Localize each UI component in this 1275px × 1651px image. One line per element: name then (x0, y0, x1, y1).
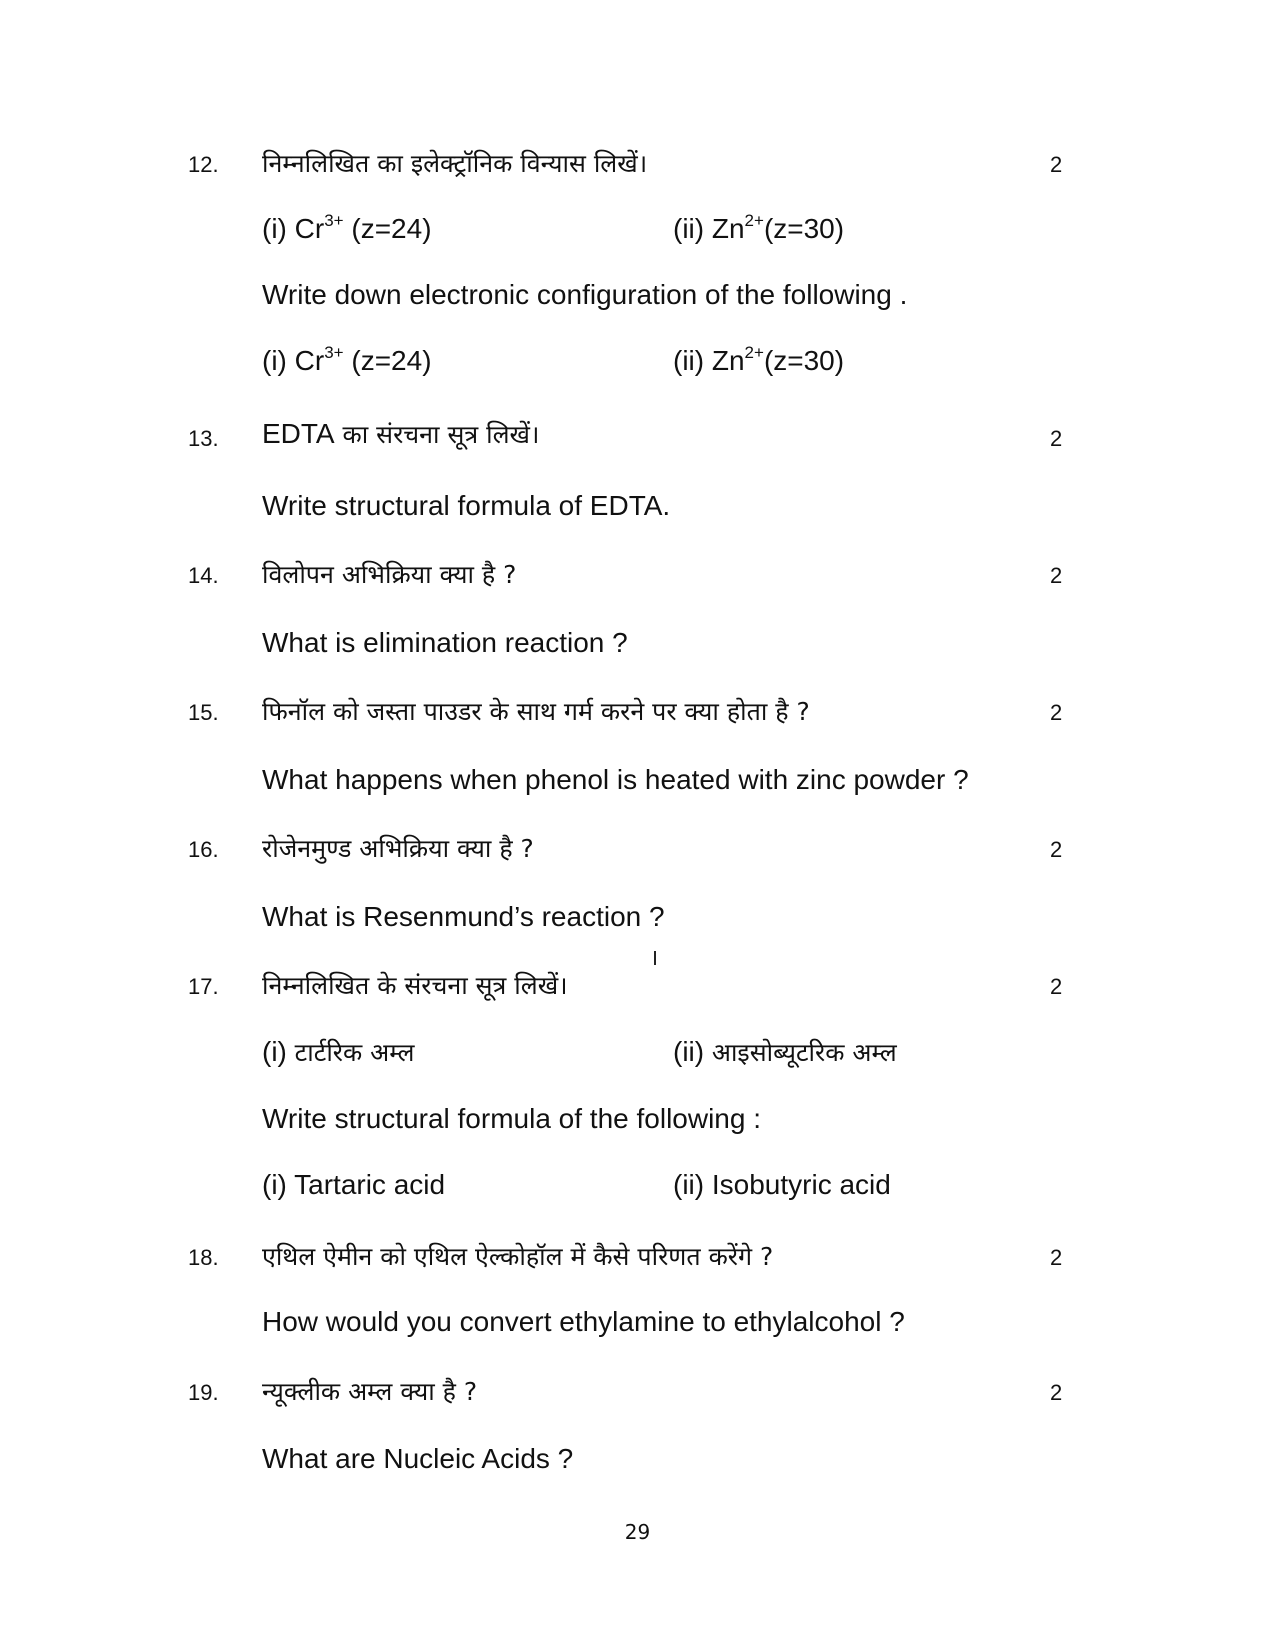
question-19-marks: 2 (1050, 1380, 1063, 1405)
question-number-13: 13. (188, 426, 219, 451)
question-13-english: Write structural formula of EDTA. (262, 490, 671, 521)
option-suffix: (z=30) (763, 213, 845, 244)
question-18-marks: 2 (1050, 1245, 1063, 1270)
question-16-marks: 2 (1050, 837, 1063, 862)
option-prefix: (i) Cr (262, 345, 325, 376)
question-17-option-ii-hi (673, 1035, 897, 1069)
question-14-hindi: विलोपन अभिक्रिया क्या है ? (262, 560, 517, 589)
stray-mark (654, 951, 656, 965)
question-14-english: What is elimination reaction ? (262, 627, 628, 658)
option-prefix: (ii) (673, 1036, 712, 1067)
option-suffix: (z=30) (763, 345, 845, 376)
option-text: आइसोब्यूटरिक अम्ल (711, 1038, 897, 1067)
question-17-option-i-en: (i) Tartaric acid (262, 1169, 446, 1200)
question-15-english: What happens when phenol is heated with zinc powder ? (262, 764, 969, 795)
question-15-marks: 2 (1050, 700, 1063, 725)
option-prefix: (ii) Zn (673, 345, 745, 376)
question-number-17: 17. (188, 974, 219, 999)
option-suffix: (z=24) (343, 345, 432, 376)
question-14-marks: 2 (1050, 563, 1063, 588)
page-number: 29 (624, 1520, 651, 1544)
question-12-option-i-en (262, 345, 432, 377)
question-19-english: What are Nucleic Acids ? (262, 1443, 574, 1474)
question-13-hindi (262, 417, 539, 451)
charge-superscript: 3+ (324, 343, 344, 362)
option-suffix: (z=24) (343, 213, 432, 244)
question-12-hindi: निम्नलिखित का इलेक्ट्रॉनिक विन्यास लिखें। (262, 149, 648, 178)
question-17-marks: 2 (1050, 974, 1063, 999)
question-number-12: 12. (188, 152, 219, 177)
question-18-hindi: एथिल ऐमीन को एथिल ऐल्कोहॉल में कैसे परिणत करेंगे ? (262, 1242, 774, 1271)
option-text: टार्टरिक अम्ल (294, 1038, 415, 1067)
question-16-hindi: रोजेनमुण्ड अभिक्रिया क्या है ? (262, 834, 534, 863)
question-number-19: 19. (188, 1380, 219, 1405)
charge-superscript: 3+ (324, 211, 344, 230)
option-prefix: (ii) Zn (673, 213, 745, 244)
question-17-hindi: निम्नलिखित के संरचना सूत्र लिखें। (262, 971, 568, 1000)
question-number-18: 18. (188, 1245, 219, 1270)
option-prefix: (i) Cr (262, 213, 325, 244)
question-12-option-ii-en (673, 345, 844, 377)
option-prefix: (i) (262, 1036, 295, 1067)
question-13-marks: 2 (1050, 426, 1063, 451)
question-17-option-ii-en: (ii) Isobutyric acid (673, 1169, 891, 1200)
question-number-14: 14. (188, 563, 219, 588)
question-12-option-ii-hi (673, 213, 844, 245)
question-number-15: 15. (188, 700, 219, 725)
question-12-marks: 2 (1050, 152, 1063, 177)
question-18-english: How would you convert ethylamine to ethylalcohol ? (262, 1306, 905, 1337)
question-16-english: What is Resenmund’s reaction ? (262, 901, 665, 932)
question-number-16: 16. (188, 837, 219, 862)
question-15-hindi: फिनॉल को जस्ता पाउडर के साथ गर्म करने पर क्या होता है ? (262, 697, 810, 726)
question-17-english: Write structural formula of the following : (262, 1103, 762, 1134)
charge-superscript: 2+ (744, 343, 764, 362)
charge-superscript: 2+ (744, 211, 764, 230)
question-13-hindi-text: का संरचना सूत्र लिखें। (334, 420, 540, 449)
question-12-option-i-hi (262, 213, 432, 245)
question-19-hindi: न्यूक्लीक अम्ल क्या है ? (262, 1377, 478, 1406)
question-17-option-i-hi (262, 1035, 414, 1069)
question-12-english: Write down electronic configuration of the following . (262, 279, 908, 310)
edta-label: EDTA (262, 418, 335, 449)
